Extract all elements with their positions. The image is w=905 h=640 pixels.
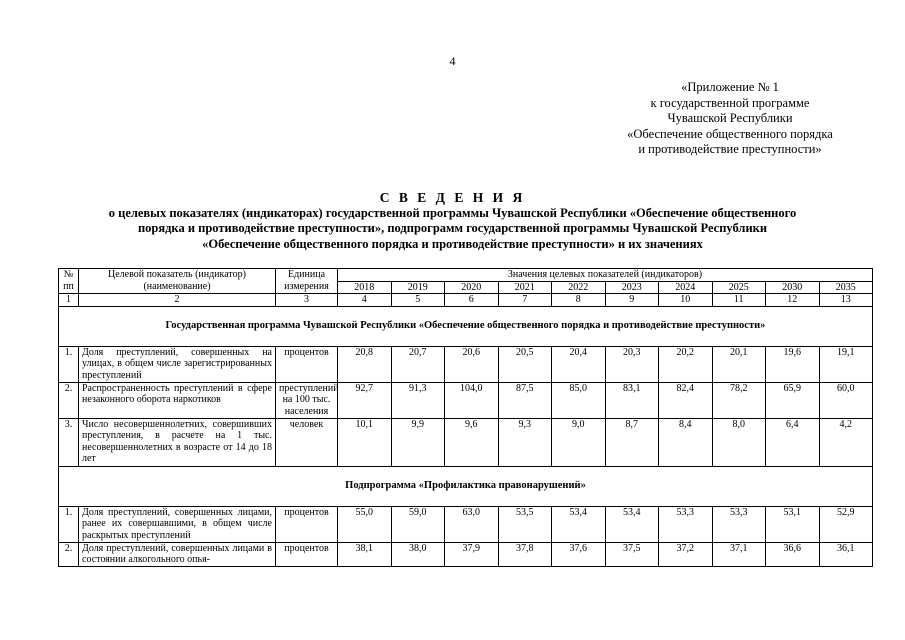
header-column-number: 7	[498, 294, 552, 307]
value-cell: 37,8	[498, 542, 552, 566]
value-cell: 85,0	[552, 382, 606, 418]
unit: человек	[276, 418, 338, 466]
value-cell: 37,1	[712, 542, 766, 566]
value-cell: 53,3	[659, 506, 713, 542]
header-year: 2023	[605, 281, 659, 294]
row-number: 1.	[59, 346, 79, 382]
header-column-number: 3	[276, 294, 338, 307]
value-cell: 8,0	[712, 418, 766, 466]
row-number: 2.	[59, 542, 79, 566]
indicators-table	[58, 268, 873, 567]
value-cell: 53,5	[498, 506, 552, 542]
header-year: 2018	[338, 281, 392, 294]
table-header-row	[59, 269, 873, 282]
table-row	[59, 506, 873, 542]
table-row	[59, 542, 873, 566]
value-cell: 10,1	[338, 418, 392, 466]
header-column-number: 10	[659, 294, 713, 307]
value-cell: 8,4	[659, 418, 713, 466]
table-body	[59, 306, 873, 566]
header-column-number: 4	[338, 294, 392, 307]
appendix-line: Чувашской Республики	[667, 111, 793, 125]
value-cell: 63,0	[445, 506, 499, 542]
value-cell: 9,9	[391, 418, 445, 466]
indicator-name: Число несовершеннолетних, совершивших преступления, в расчете на 1 тыс. несовершеннолетних в возрасте от 14 до 18 лет	[79, 418, 276, 466]
header-column-number: 1	[59, 294, 79, 307]
value-cell: 91,3	[391, 382, 445, 418]
value-cell: 20,4	[552, 346, 606, 382]
value-cell: 36,1	[819, 542, 873, 566]
header-unit: Единица измерения	[276, 269, 338, 294]
indicator-name: Доля преступлений, совершенных лицами, ранее их совершавшими, в общем числе раскрытых преступлений	[79, 506, 276, 542]
header-year: 2021	[498, 281, 552, 294]
header-year: 2035	[819, 281, 873, 294]
value-cell: 37,9	[445, 542, 499, 566]
value-cell: 9,6	[445, 418, 499, 466]
title-line: о целевых показателях (индикаторах) государственной программы Чувашской Республики «Обеспечение общественного	[108, 206, 797, 220]
section-title: Подпрограмма «Профилактика правонарушений»	[59, 466, 873, 506]
value-cell: 19,6	[766, 346, 820, 382]
title-line: «Обеспечение общественного порядка и противодействие преступности» и их значениях	[202, 236, 703, 251]
header-no: № пп	[59, 269, 79, 294]
value-cell: 83,1	[605, 382, 659, 418]
header-year: 2030	[766, 281, 820, 294]
header-column-number: 2	[79, 294, 276, 307]
appendix-line: «Приложение № 1	[681, 80, 779, 94]
unit: процентов	[276, 346, 338, 382]
appendix-line: и противодействие преступности»	[638, 142, 822, 156]
value-cell: 53,3	[712, 506, 766, 542]
header-column-number: 11	[712, 294, 766, 307]
row-number: 3.	[59, 418, 79, 466]
row-number: 1.	[59, 506, 79, 542]
appendix-header	[575, 80, 885, 158]
value-cell: 82,4	[659, 382, 713, 418]
table-column-numbers-row	[59, 294, 873, 307]
value-cell: 37,5	[605, 542, 659, 566]
page-number: 4	[449, 54, 456, 68]
section-row	[59, 306, 873, 346]
value-cell: 20,1	[712, 346, 766, 382]
header-year: 2019	[391, 281, 445, 294]
header-column-number: 12	[766, 294, 820, 307]
value-cell: 53,4	[552, 506, 606, 542]
value-cell: 6,4	[766, 418, 820, 466]
section-row	[59, 466, 873, 506]
value-cell: 104,0	[445, 382, 499, 418]
header-column-number: 5	[391, 294, 445, 307]
table-row	[59, 418, 873, 466]
value-cell: 36,6	[766, 542, 820, 566]
indicator-name: Доля преступлений, совершенных лицами в состоянии алкогольного опья-	[79, 542, 276, 566]
value-cell: 20,8	[338, 346, 392, 382]
value-cell: 37,2	[659, 542, 713, 566]
header-year: 2020	[445, 281, 499, 294]
row-number: 2.	[59, 382, 79, 418]
appendix-line: «Обеспечение общественного порядка	[627, 126, 833, 141]
value-cell: 78,2	[712, 382, 766, 418]
table-row	[59, 346, 873, 382]
value-cell: 55,0	[338, 506, 392, 542]
value-cell: 19,1	[819, 346, 873, 382]
value-cell: 20,2	[659, 346, 713, 382]
value-cell: 37,6	[552, 542, 606, 566]
unit: процентов	[276, 506, 338, 542]
table-row	[59, 382, 873, 418]
value-cell: 59,0	[391, 506, 445, 542]
value-cell: 20,3	[605, 346, 659, 382]
header-column-number: 6	[445, 294, 499, 307]
value-cell: 60,0	[819, 382, 873, 418]
value-cell: 4,2	[819, 418, 873, 466]
value-cell: 38,1	[338, 542, 392, 566]
value-cell: 8,7	[605, 418, 659, 466]
header-year: 2025	[712, 281, 766, 294]
section-title: Государственная программа Чувашской Республики «Обеспечение общественного порядка и противодействие преступности»	[59, 306, 873, 346]
unit: преступлений на 100 тыс. населения	[276, 382, 338, 418]
value-cell: 20,7	[391, 346, 445, 382]
value-cell: 20,5	[498, 346, 552, 382]
indicator-name: Распространенность преступлений в сфере незаконного оборота наркотиков	[79, 382, 276, 418]
value-cell: 53,4	[605, 506, 659, 542]
value-cell: 53,1	[766, 506, 820, 542]
appendix-line: к государственной программе	[650, 95, 810, 110]
value-cell: 65,9	[766, 382, 820, 418]
header-year: 2022	[552, 281, 606, 294]
indicator-name: Доля преступлений, совершенных на улицах, в общем числе зарегистрированных преступлений	[79, 346, 276, 382]
value-cell: 52,9	[819, 506, 873, 542]
document-title	[40, 189, 865, 252]
value-cell: 20,6	[445, 346, 499, 382]
header-values-group: Значения целевых показателей (индикаторов)	[338, 269, 873, 282]
title-main: С В Е Д Е Н И Я	[379, 190, 526, 205]
value-cell: 92,7	[338, 382, 392, 418]
header-column-number: 8	[552, 294, 606, 307]
header-year: 2024	[659, 281, 713, 294]
value-cell: 87,5	[498, 382, 552, 418]
value-cell: 38,0	[391, 542, 445, 566]
unit: процентов	[276, 542, 338, 566]
value-cell: 9,3	[498, 418, 552, 466]
title-line: порядка и противодействие преступности», подпрограмм государственной программы Чувашской Республики	[137, 221, 768, 236]
value-cell: 9,0	[552, 418, 606, 466]
header-column-number: 13	[819, 294, 873, 307]
header-indicator: Целевой показатель (индикатор) (наименование)	[79, 269, 276, 294]
header-column-number: 9	[605, 294, 659, 307]
